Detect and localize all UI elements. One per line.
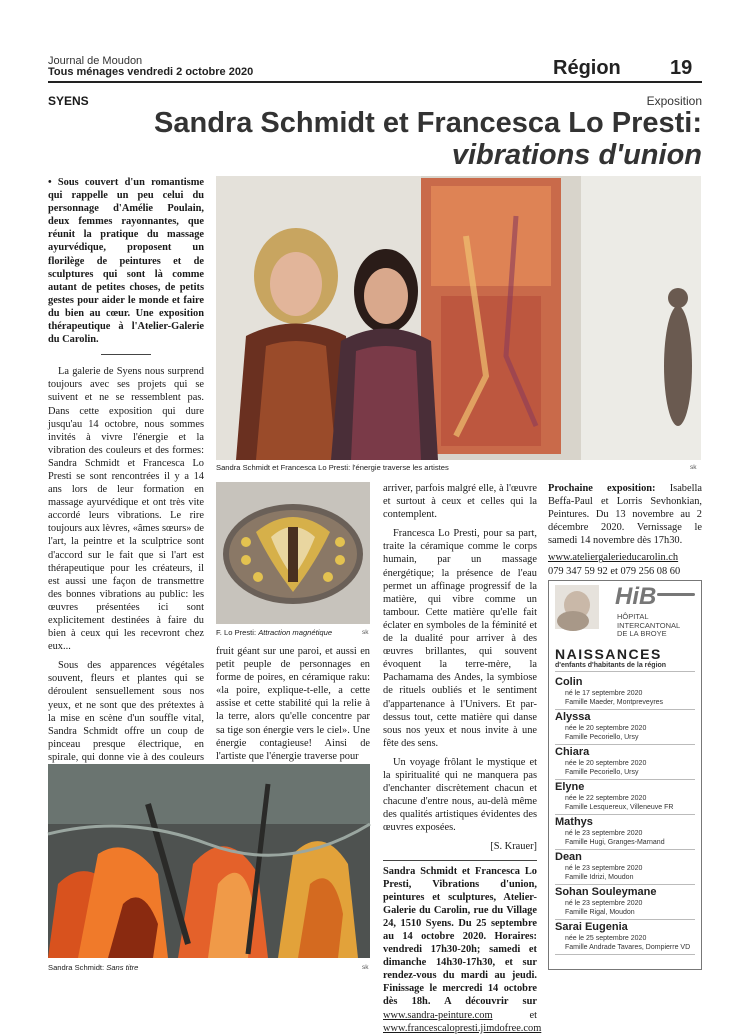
births-title: NAISSANCES <box>555 646 662 662</box>
birth-name: Mathys <box>555 816 593 828</box>
link-separator: et <box>529 1009 537 1021</box>
gallery-phone: 079 347 59 92 et 079 256 08 60 <box>548 565 681 577</box>
births-list <box>555 675 695 955</box>
birth-entry <box>555 815 695 850</box>
birth-entry <box>555 780 695 815</box>
lead-paragraph: • Sous couvert d'un romantisme qui rappelle un peu celui du personnage d'Amélie Poulain, deux femmes rayonnantes, que réunit la pratique du massage ayurvédique, proposent un florilège de peintures et de sculptures qui sont là comme autant de petites choses, de petits gestes pour aider le monde et faire du bien au cœur. Une exposition thérapeutique à l'Atelier-Galerie du Carolin. <box>48 177 204 346</box>
birth-entry <box>555 710 695 745</box>
body-paragraph: fruit géant sur une paroi, et aussi en petit peuple de personnages en forme de poires, en céramique raku: «la poire, explique-t-elle, a cette assise et cette stabilité qui la relie à la terre, alors qu'elle concentre par sa tige son énergie vers le ciel». Une énergie contagieuse! Ainsi de l'artiste que l'énergie traverse pour <box>216 646 370 762</box>
birth-date: né le 23 septembre 2020 <box>565 830 643 837</box>
birth-entry <box>555 920 695 955</box>
body-paragraph: Francesca Lo Presti, pour sa part, traite la céramique comme le corps humain, par un massage énergétique; la présence de l'eau permet un affinage progressif de la matière, qui vibre comme un tambour. Cette matière qu'elle fait éclater en symboles de la féminité et de la dualité pour arriver à des œuvres brillantes, qui souvent évoquent la terre-mère, la Pachamama des Andes, la symbiose de rituels oubliés et le sentiment d'appartenance à l'Univers. Et par-dessus tout, cette matière qui danse sous nos yeux et nous invite à une fête des sens. <box>383 528 537 749</box>
author-signature: [S. Krauer] <box>490 841 537 853</box>
body-paragraph: La galerie de Syens nous surprend toujours avec ses projets qui se suivent et ne se ressemblent pas. Dans cette exposition qui dure jusqu'au 14 octobre, nous sommes invités à vivre l'énergie et la vibration des couleurs et des formes: Sandra Schmidt et Francesca Lo Presti se sont rencontrées il y a 14 ans lors de leur formation en massage ayurvédique et ont très vite accordé leurs vibrations. Le rire toujours aux lèvres, «âmes sœurs» de l'art, la peintre et la sculptrice sont d'accord sur le fait que si l'art est thérapeutique pour les créateurs, il est aussi une façon de transmettre des bonnes vibrations au public: les œuvres présentées ici sont explicitement destinées à faire du bien à ceux qui les recevront chez eux... <box>48 366 204 653</box>
hospital-line: INTERCANTONAL <box>617 620 681 630</box>
column-1 <box>48 176 204 842</box>
column-2 <box>216 645 370 769</box>
main-photo <box>216 176 701 460</box>
edition-date: Tous ménages vendredi 2 octobre 2020 <box>48 66 254 78</box>
hospital-line: DE LA BROYE <box>617 629 667 638</box>
ceramic-photo <box>216 482 370 624</box>
next-exhibition-title: Prochaine exposition: <box>548 483 656 494</box>
hospital-name <box>617 613 680 639</box>
painting-caption-title: Sans titre <box>106 963 139 972</box>
locality-label: SYENS <box>48 94 89 108</box>
rubric-label: Exposition <box>646 94 702 108</box>
birth-date: né le 23 septembre 2020 <box>565 900 643 907</box>
painting-illustration <box>48 764 370 958</box>
births-box <box>548 580 702 970</box>
painting-photo <box>48 764 370 958</box>
birth-name: Sohan Souleymane <box>555 886 657 898</box>
link-sandra-peinture[interactable]: www.sandra-peinture.com <box>383 1009 493 1021</box>
gallery-website-link[interactable]: www.ateliergalerieducarolin.ch <box>548 552 679 564</box>
info-box <box>383 860 542 1035</box>
birth-family: Famille Pecoriello, Ursy <box>565 734 639 741</box>
column-4-next-exhibition <box>548 482 702 578</box>
birth-date: né le 17 septembre 2020 <box>565 690 643 697</box>
birth-name: Chiara <box>555 746 590 758</box>
hospital-line: HÔPITAL <box>617 612 649 621</box>
body-paragraph: Un voyage frôlant le mystique et la spiritualité qui ne manquera pas d'enchanter discrètement chacun et chacune d'entre nous, au-delà même des qualités artistiques évidentes des œuvres exposées. <box>383 756 537 834</box>
birth-name: Colin <box>555 676 583 688</box>
painting-caption-prefix: Sandra Schmidt: <box>48 963 105 972</box>
next-exhibition-text: Isabella Beffa-Paul et Lorris Sevhonkian, Peintures. Du 13 novembre au 2 décembre 2020. Vernissage le samedi 14 novembre dès 17h30. <box>548 483 702 547</box>
column-3 <box>383 482 542 1035</box>
birth-family: Famille Pecoriello, Ursy <box>565 769 639 776</box>
birth-date: née le 20 septembre 2020 <box>565 725 647 732</box>
birth-entry <box>555 885 695 920</box>
body-paragraph: arriver, parfois malgré elle, à l'œuvre et surtout à ceux et celles qui la contemplent. <box>383 483 537 521</box>
baby-icon <box>555 585 599 629</box>
headline-line1: Sandra Schmidt et Francesca Lo Presti: <box>154 107 702 139</box>
ceramic-credit: sk <box>362 629 369 636</box>
painting-credit: sk <box>362 964 369 971</box>
ceramic-illustration <box>216 482 370 624</box>
info-text: Sandra Schmidt et Francesca Lo Presti, Vibrations d'union, peintures et sculptures, Atelier-Galerie du Carolin, rue du Village 24, 1510 Syens. Du 25 septembre au 14 octobre 2020. Horaires: vendredi 17h30-20h; samedi et dimanche 14h30-17h30, et sur rendez-vous du mardi au jeudi. Finissage le mercredi 14 octobre dès 18h. A découvrir sur <box>383 865 537 1008</box>
birth-family: Famille Lesquereux, Villeneuve FR <box>565 804 674 811</box>
ceramic-caption-title: Attraction magnétique <box>258 628 333 637</box>
header-rule <box>48 81 702 83</box>
section-title: Région <box>553 57 621 79</box>
birth-date: née le 20 septembre 2020 <box>565 760 647 767</box>
birth-date: né le 23 septembre 2020 <box>565 865 643 872</box>
journal-name: Journal de Moudon <box>48 55 143 67</box>
birth-family: Famille Hugi, Granges-Marnand <box>565 839 665 846</box>
birth-family: Famille Idrizi, Moudon <box>565 874 634 881</box>
main-photo-credit: sk <box>690 464 697 471</box>
birth-name: Sarai Eugenia <box>555 921 628 933</box>
hospital-logo: HiB <box>615 583 657 610</box>
hospital-header <box>555 585 695 647</box>
body-paragraph: Sous des apparences végétales souvent, fleurs et plantes qui se déroulent sensuellement sous nos yeux, et ne sont que des prétextes à la mise en scène d'un souffle vital, Sandra Schmidt offre un coup de pinceau presque électrique, en spirale, qui donne vie à des couleurs <box>48 660 204 763</box>
birth-entry <box>555 745 695 780</box>
birth-name: Dean <box>555 851 582 863</box>
birth-entry <box>555 850 695 885</box>
birth-name: Alyssa <box>555 711 591 723</box>
link-francesca-lopresti[interactable]: www.francescalopresti.jimdofree.com <box>383 1022 542 1034</box>
artists-photo-illustration <box>216 176 701 460</box>
main-photo-caption: Sandra Schmidt et Francesca Lo Presti: l'énergie traverse les artistes <box>216 463 449 472</box>
ceramic-caption <box>216 628 332 637</box>
logo-wave <box>657 593 695 596</box>
ceramic-caption-prefix: F. Lo Presti: <box>216 628 257 637</box>
birth-family: Famille Andrade Tavares, Dompierre VD <box>565 944 691 951</box>
birth-family: Famille Rigal, Moudon <box>565 909 635 916</box>
page-number: 19 <box>670 57 693 79</box>
birth-family: Famille Maeder, Montpreveyres <box>565 699 664 706</box>
birth-name: Elyne <box>555 781 585 793</box>
painting-caption <box>48 963 138 972</box>
births-subtitle: d'enfants d'habitants de la région <box>555 662 695 672</box>
birth-date: née le 25 septembre 2020 <box>565 935 647 942</box>
birth-entry <box>555 675 695 710</box>
headline-line2: vibrations d'union <box>451 139 702 171</box>
lead-separator <box>101 354 151 355</box>
birth-date: née le 22 septembre 2020 <box>565 795 647 802</box>
